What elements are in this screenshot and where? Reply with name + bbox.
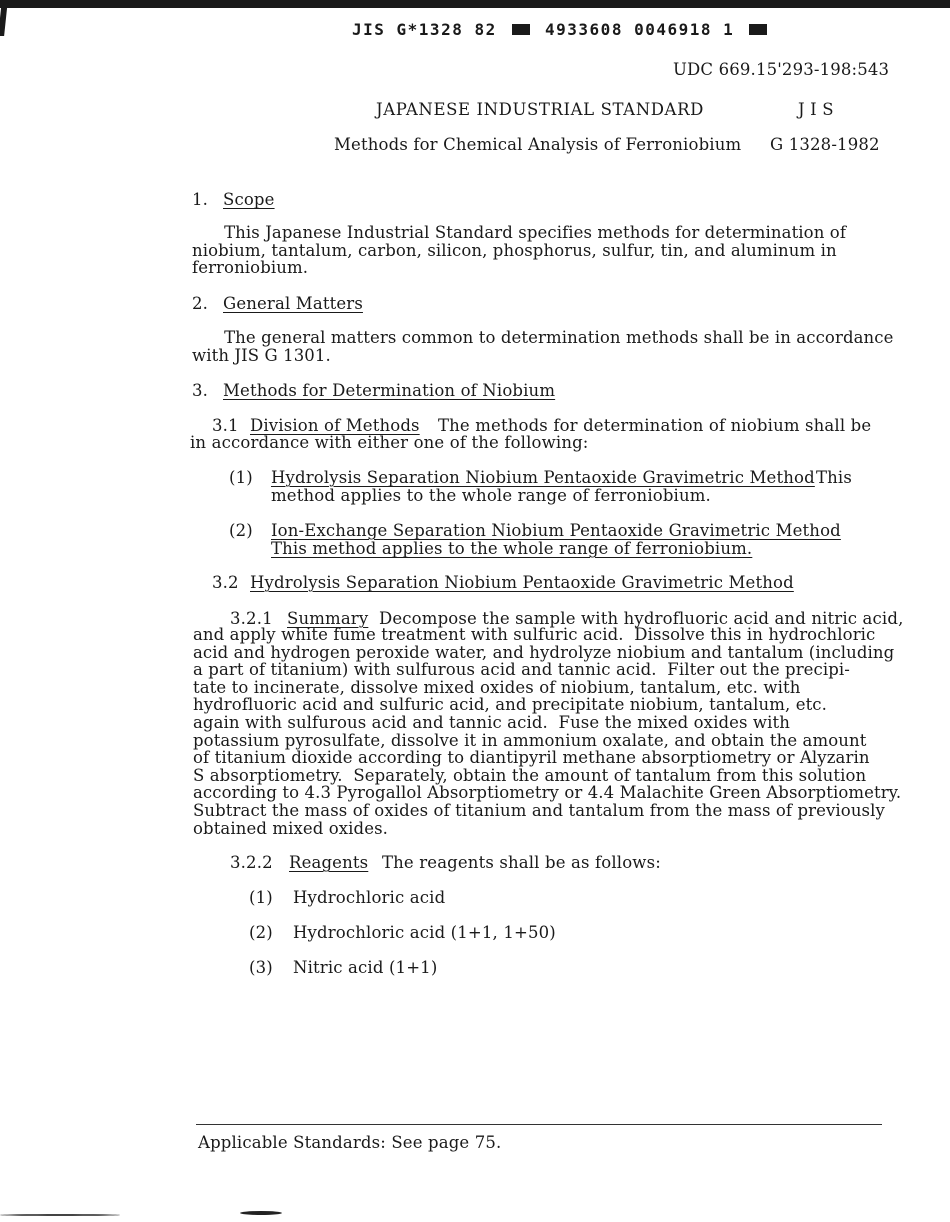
section-3-2-number: 3.2 bbox=[212, 573, 239, 592]
reagent-name: Hydrochloric acid (1+1, 1+50) bbox=[293, 923, 556, 942]
jis-label: J I S bbox=[798, 100, 834, 119]
reagent-number: (1) bbox=[249, 888, 273, 907]
black-block-mark bbox=[749, 24, 767, 35]
section-3-2-1-number: 3.2.1 bbox=[230, 609, 273, 628]
black-block-mark bbox=[512, 24, 530, 35]
section-2-title: General Matters bbox=[223, 294, 363, 313]
footer-divider bbox=[196, 1124, 882, 1125]
method-1-tail: This bbox=[816, 468, 852, 487]
document-code-left: JIS G*1328 82 bbox=[352, 20, 497, 39]
section-1-body: This Japanese Industrial Standard specifies methods for determination of niobium, tantalum, carbon, silicon, phosphorus, sulfur, tin, and aluminum in ferroniobium. bbox=[192, 223, 847, 278]
reagent-number: (2) bbox=[249, 923, 273, 942]
section-3-2-2-body: The reagents shall be as follows: bbox=[382, 853, 661, 872]
section-3-2-2-title: Reagents bbox=[289, 853, 369, 872]
corner-scan-mark bbox=[0, 0, 8, 36]
method-2-body: This method applies to the whole range of ferroniobium. bbox=[271, 539, 753, 558]
section-1-number: 1. bbox=[192, 190, 209, 209]
document-code-right: 4933608 0046918 1 bbox=[545, 20, 735, 39]
scan-smudge bbox=[0, 1214, 120, 1216]
reagent-number: (3) bbox=[249, 958, 273, 977]
method-2-title: Ion-Exchange Separation Niobium Pentaoxide Gravimetric Method bbox=[271, 521, 841, 540]
section-3-2-title: Hydrolysis Separation Niobium Pentaoxide Gravimetric Method bbox=[250, 573, 794, 592]
document-code-line bbox=[352, 20, 771, 39]
top-scan-border bbox=[0, 0, 950, 8]
method-1-number: (1) bbox=[229, 468, 253, 487]
method-1-body: method applies to the whole range of ferroniobium. bbox=[271, 486, 711, 505]
section-3-1-title: Division of Methods bbox=[250, 416, 420, 435]
method-1-title: Hydrolysis Separation Niobium Pentaoxide Gravimetric Method bbox=[271, 468, 815, 487]
section-1-title: Scope bbox=[223, 190, 275, 209]
section-3-1-number: 3.1 bbox=[212, 416, 239, 435]
section-3-2-1-first-line: Decompose the sample with hydrofluoric acid and nitric acid, bbox=[379, 609, 904, 628]
section-3-2-1-title: Summary bbox=[287, 609, 369, 628]
standard-number: G 1328-1982 bbox=[770, 135, 880, 154]
standard-org: JAPANESE INDUSTRIAL STANDARD bbox=[376, 100, 704, 119]
section-2-body: The general matters common to determination methods shall be in accordance with JIS G 1301. bbox=[192, 328, 894, 365]
section-3-2-1-body: and apply white fume treatment with sulfuric acid. Dissolve this in hydrochloric acid and hydrogen peroxide water, and hydrolyze niobium and tantalum (including a part of titanium) with sulfurous acid and tannic acid. Filter out the precipi- tate to incinerate, dissolve mixed oxides of niobium, tantalum, etc. with hydrofluoric acid and sulfuric acid, and precipitate niobium, tantalum, etc. again with sulfurous acid and tannic acid. Fuse the mixed oxides with potassium pyrosulfate, dissolve it in ammonium oxalate, and obtain the amount of titanium dioxide according to diantipyril methane absorptiometry or Alyzarin S absorptiometry. Separately, obtain the amount of tantalum from this solution according to 4.3 Pyrogallol Absorptiometry or 4.4 Malachite Green Absorptiometry. Subtract the mass of oxides of titanium and tantalum from the mass of previously obtained mixed oxides. bbox=[193, 625, 902, 838]
method-2-number: (2) bbox=[229, 521, 253, 540]
section-3-2-2-number: 3.2.2 bbox=[230, 853, 273, 872]
section-3-number: 3. bbox=[192, 381, 209, 400]
section-2-number: 2. bbox=[192, 294, 209, 313]
reagent-name: Nitric acid (1+1) bbox=[293, 958, 438, 977]
section-3-title: Methods for Determination of Niobium bbox=[223, 381, 556, 400]
scan-smudge bbox=[240, 1211, 282, 1215]
section-3-1-body-line-1: The methods for determination of niobium shall be bbox=[438, 416, 872, 435]
reagent-name: Hydrochloric acid bbox=[293, 888, 446, 907]
applicable-standards-note: Applicable Standards: See page 75. bbox=[198, 1133, 502, 1152]
udc-number: UDC 669.15'293-198:543 bbox=[673, 60, 890, 79]
document-title: Methods for Chemical Analysis of Ferroniobium bbox=[334, 135, 742, 154]
section-3-1-body-line-2: in accordance with either one of the following: bbox=[190, 433, 589, 452]
